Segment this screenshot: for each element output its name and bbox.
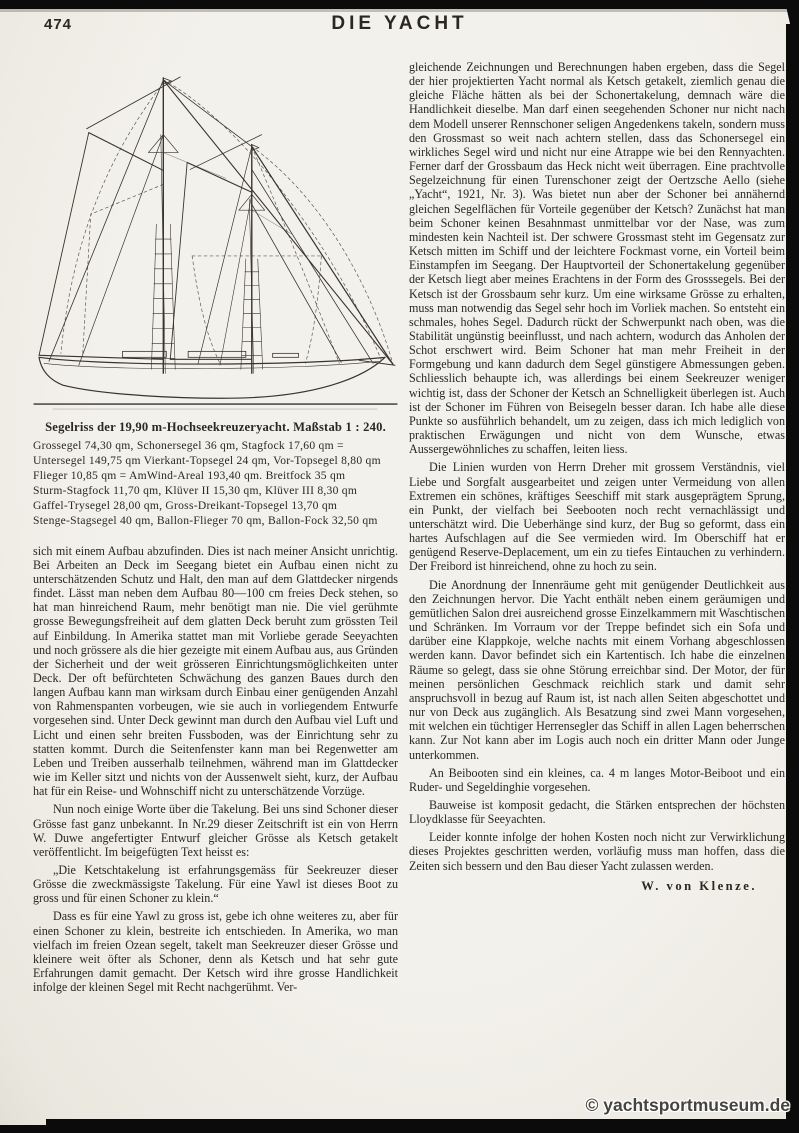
schooner-sailplan-svg — [30, 75, 400, 413]
watermark: © yachtsportmuseum.de — [585, 1095, 790, 1115]
sail-list-line: Gaffel-Trysegel 28,00 qm, Gross-Dreikant-Topsegel 13,70 qm — [33, 499, 338, 513]
waterline — [34, 404, 397, 409]
right-column-text — [409, 60, 785, 893]
left-column — [33, 75, 398, 998]
body-paragraph: Die Linien wurden von Herrn Dreher mit grossem Verständnis, viel Liebe und Sorgfalt ausgearbeitet und zeigen unter Vermeidung von allen Extremen ein schönes, kräftiges Seeschiff mit stark ausgeprägtem Sprung, ein Punkt, der vielfach bei Seebooten noch recht vernachlässigt und unterschätzt wird. Die Ueberhänge sind kurz, der Bug so geformt, dass ein hartes Aufschlagen auf die See vermieden wird. Im Oberschiff hat er genügend Reserve-Deplacement, um ein zu tiefes Eintauchen zu verhindern. Der Freibord ist hinreichend, ohne zu hoch zu sein. — [409, 460, 785, 574]
journal-title: DIE YACHT — [331, 13, 468, 34]
stays-and-jibs — [49, 80, 393, 365]
figure-caption-title: Segelriss der 19,90 m-Hochseekreuzeryacht. — [45, 420, 290, 434]
body-paragraph: gleichende Zeichnungen und Berechnungen haben ergeben, dass die Segel der hier projektierten Yacht normal als Ketsch getakelt, ziemlich genau die gleiche Fläche hätten als bei der Schonertakelung, demnach wäre die Handlichkeit dieselbe. Man darf einen seegehenden Schoner nur nicht nach dem Modell unserer Rennschoner seligen Angedenkens takeln, sondern muss den Grossmast so weit nach achtern stellen, dass das Schonersegel ein wirkliches Segel wird und nicht nur eine Atrappe wie bei den Rennyachten. Ferner darf der Grossbaum das Heck nicht weit überragen. Eine prachtvolle Segelzeichnung für einen Turenschoner zeigt der Oertzsche Aello (siehe „Yacht“, 1921, Nr. 3). Was bietet nun aber der Schoner bei annähernd gleichen Segelflächen für Vorteile gegenüber der Ketsch? Zunächst hat man beim Schoner keinen Besahnmast unmittelbar vor der Nase, was zum mindesten kein Nachteil ist. Der schwere Grossmast steht im Gegensatz zur Ketsch mitten im Schiff und der leichtere Fockmast vorne, ein Vorteil beim Einstampfen im Seegang. Der Hauptvorteil der Schonertakelung gegenüber der Ketsch liegt aber meines Erachtens in der Form des Grosssegels. Bei der Ketsch ist der Grossbaum sehr kurz. Um eine wirksame Grösse zu erhalten, muss man notwendig das Segel sehr hoch im Vorliek machen. So entsteht ein schmales, hohes Segel. Dadurch rückt der Schwerpunkt nach oben, was die Stabilität ungünstig beeinflusst, und nach achtern, wodurch das Anholen der Schot erschwert wird. Beim Schoner hat man mehr Freiheit in der Formgebung und kann dadurch dem Segel günstigere Abmessungen geben. Schliesslich behaupte ich, was allerdings bei einem Seekreuzer weniger wichtig ist, dass der Schoner der Ketsch an Schnelligkeit überlegen ist. Auch ist der Schoner im Führen von Beisegeln besser daran. Ich habe alle diese Punkte so ausführlich behandelt, um zu zeigen, dass ich mich lediglich von praktischen Erwägungen und nicht von dem Wunsche, etwas Aussergewöhnliches zu schaffen, leiten liess. — [409, 60, 785, 457]
figure-caption — [33, 420, 398, 435]
hull — [39, 351, 395, 398]
right-column — [409, 60, 785, 893]
quote-paragraph: „Die Ketschtakelung ist erfahrungsgemäss für Seekreuzer dieser Grösse die zweckmässigste Takelung. Für eine Yawl ist dieses Boot zu gross und für einen Schoner zu klein.“ — [33, 863, 398, 906]
sail-list-line: Stenge-Stagsegel 40 qm, Ballon-Flieger 70 qm, Ballon-Fock 32,50 qm — [33, 514, 378, 528]
sail-area-list — [33, 438, 398, 529]
scan-edge-right — [786, 24, 799, 1133]
scan-edge-bottom-left — [0, 1125, 60, 1133]
fore-gaff-sail — [170, 135, 261, 360]
figure-caption-scale: Maßstab 1 : 240. — [293, 420, 386, 434]
ratlines — [151, 224, 262, 369]
body-paragraph: Die Anordnung der Innenräume geht mit genügender Deutlichkeit aus den Zeichnungen hervor. Die Yacht enthält neben einem geräumigen und gemütlichen Salon drei ausreichend grosse Einzelkammern mit Waschtischen und Schränken. Im Vorraum vor der Treppe befindet sich ein Sofa und darüber eine Klappkoje, welche nachts mit einem Vorhang abgeschlossen werden kann. Davor befindet sich ein Kartentisch. Ich habe die einzelnen Räume so gelegt, dass sie ohne Störung erreichbar sind. Der Motor, der für meinen persönlichen Geschmack reichlich stark und damit sehr anspruchsvoll in bezug auf Raum ist, ist nach allen Seiten abgeschottet und nur von Deck aus zugänglich. Als Besatzung sind zwei Mann vorgesehen, mit welchen ein tüchtiger Herrensegler das Schiff in allen Lagen beherrschen kann. Zur Not kann aber im Logis auch noch ein dritter Mann oder Junge unterkommen. — [409, 577, 785, 762]
page-number: 474 — [44, 16, 73, 33]
body-paragraph: Nun noch einige Worte über die Takelung. Bei uns sind Schoner dieser Grösse fast ganz unbekannt. In Nr.29 dieser Zeitschrift ist ein von Herrn W. Duwe angefertigter Entwurf gleicher Grösse als Ketsch getakelt veröffentlicht. Im beigefügten Text heisst es: — [33, 802, 398, 859]
main-gaff-sail — [39, 77, 180, 359]
body-paragraph: An Beibooten sind ein kleines, ca. 4 m langes Motor-Beiboot und ein Ruder- und Segeldinghie vorgesehen. — [409, 765, 785, 794]
body-paragraph: Leider konnte infolge der hohen Kosten noch nicht zur Verwirklichung dieses Projektes geschritten werden, vorläufig muss man hoffen, dass die Zeiten sich bessern und den Bau dieser Yacht zulassen werden. — [409, 830, 785, 873]
sailplan-drawing — [30, 75, 400, 413]
balloon-sails-dashed — [61, 80, 393, 364]
author-signature: W. von Klenze. — [641, 878, 757, 893]
scan-edge-top — [0, 0, 799, 9]
sail-list-line: Flieger 10,85 qm = AmWind-Areal 193,40 qm. Breitfock 35 qm — [33, 469, 346, 483]
mainmast — [161, 78, 171, 373]
scan-edge-top-shadow — [0, 9, 799, 12]
scan-edge-bottom — [46, 1119, 799, 1133]
body-paragraph: Bauweise ist komposit gedacht, die Stärken entsprechen der höchsten Lloydklasse für Seeyachten. — [409, 797, 785, 827]
sail-list-line: Untersegel 149,75 qm Vierkant-Topsegel 24 qm, Vor-Topsegel 8,80 qm — [33, 454, 381, 468]
sail-list-line: Sturm-Stagfock 11,70 qm, Klüver II 15,30 qm, Klüver III 8,30 qm — [33, 484, 358, 498]
left-column-text — [33, 544, 398, 995]
sail-list-line: Grossegel 74,30 qm, Schonersegel 36 qm, Stagfock 17,60 qm = — [33, 439, 344, 452]
body-paragraph: sich mit einem Aufbau abzufinden. Dies ist nach meiner Ansicht unrichtig. Bei Arbeiten an Deck im Seegang bietet ein Aufbau einen nicht zu unterschätzenden Schutz und Halt, den man auf dem Glattdecker nirgends findet. Lässt man neben dem Aufbau 80—100 cm freies Deck stehen, so hat man hinreichend Raum, mehr benötigt man nie. Die viel gerühmte grosse Bewegungsfreiheit auf dem glatten Deck beruht zum grössten Teil auf Einbildung. In Amerika stattet man mit Vorliebe gerade Seeyachten und noch grössere als die hier gezeigte mit einem Aufbau aus, aus Gründen der Sicherheit und der weit grösseren Einrichtungsmöglichkeiten unter Deck. Der oft befürchteten Schwächung des ganzen Baues durch den langen Aufbau kann man wirksam durch Einbau einer genügenden Anzahl von Rahmenspanten vorbeugen, wie sie auch in vorliegendem Entwurfe vorgesehen sind. Unter Deck gewinnt man durch den Aufbau viel Luft und Licht und einen sehr breiten Fussboden, was der Einrichtung sehr zu statten kommt. Durch die Seitenfenster kann man bei Regenwetter am Leben und Treiben ausserhalb teilnehmen, während man im Glattdecker wie im Keller sitzt und nichts von der Aussenwelt sieht, kurz, der Aufbau hat für ein Reise- und Wohnschiff nicht zu unterschätzende Vorzüge. — [33, 543, 398, 799]
body-paragraph: Dass es für eine Yawl zu gross ist, gebe ich ohne weiteres zu, aber für einen Schoner zu klein, bestreite ich entschieden. In Amerika, wo man vielfach im freien Ozean segelt, takelt man Seekreuzer dieser Grösse und kleinere weit öfter als Schoner, denn als Ketsch und hat sehr gute Erfahrungen damit gemacht. Der Ketsch wird ihre grosse Handlichkeit infolge der kleinen Segel mit Recht nachgerühmt. Ver- — [33, 909, 398, 995]
